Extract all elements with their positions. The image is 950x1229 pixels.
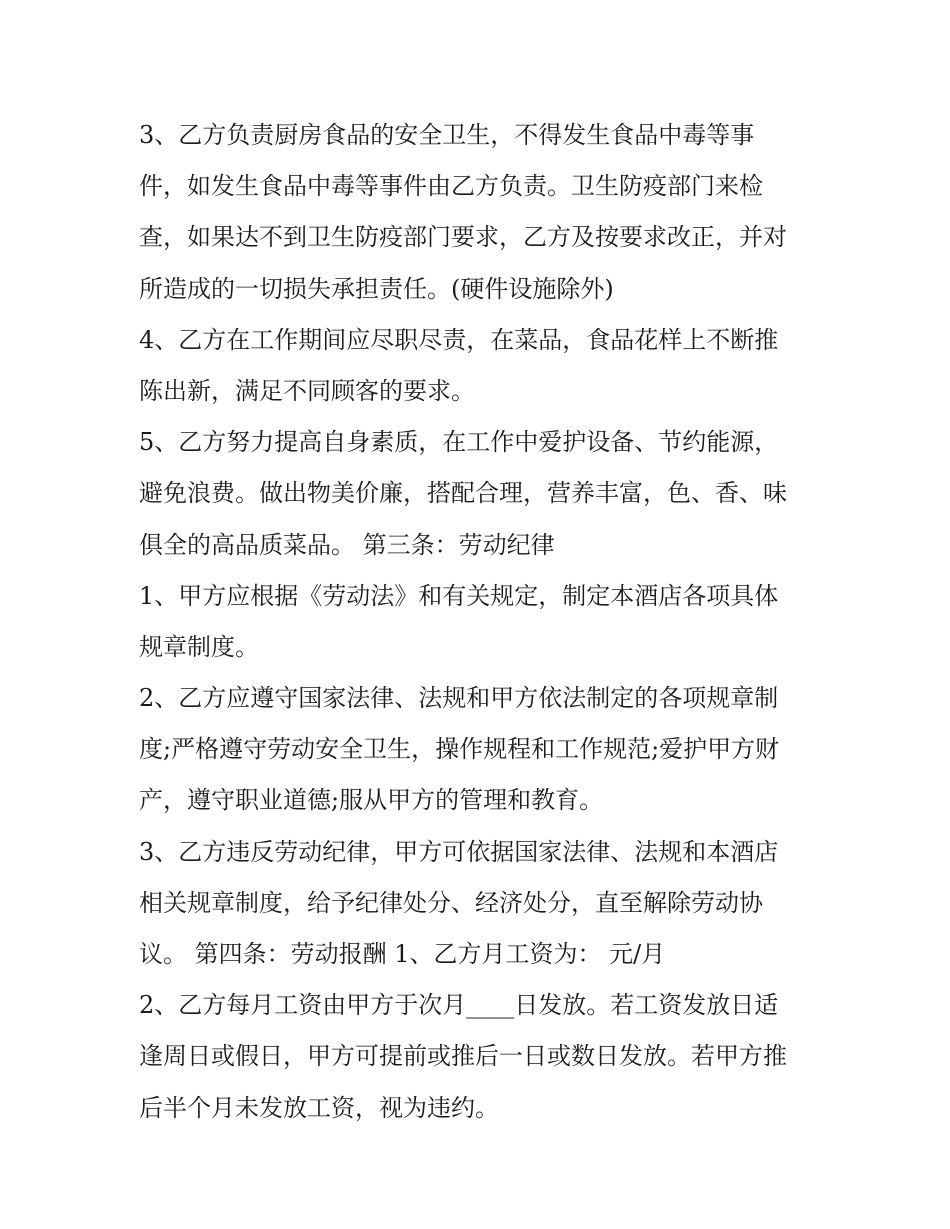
text-line: 俱全的高品质菜品。 第三条：劳动纪律	[139, 530, 555, 559]
text-line: 陈出新，满足不同顾客的要求。	[139, 376, 475, 405]
text-line: 5、乙方努力提高自身素质，在工作中爱护设备、节约能源，	[139, 428, 779, 457]
text-line: 4、乙方在工作期间应尽职尽责，在菜品，食品花样上不断推	[139, 325, 779, 354]
text-line: 相关规章制度，给予纪律处分、经济处分，直至解除劳动协	[139, 888, 763, 917]
text-line: 3、乙方违反劳动纪律，甲方可依据国家法律、法规和本酒店	[139, 837, 779, 866]
text-line: 1、甲方应根据《劳动法》和有关规定，制定本酒店各项具体	[139, 581, 779, 610]
text-line: 逢周日或假日，甲方可提前或推后一日或数日发放。若甲方推	[139, 1042, 787, 1071]
text-line: 度;严格遵守劳动安全卫生，操作规程和工作规范;爱护甲方财	[139, 735, 780, 764]
text-line: 件，如发生食品中毒等事件由乙方负责。卫生防疫部门来检	[139, 172, 763, 201]
text-line: 2、乙方应遵守国家法律、法规和甲方依法制定的各项规章制	[139, 684, 779, 713]
text-line: 所造成的一切损失承担责任。(硬件设施除外)	[139, 274, 614, 303]
text-line: 产，遵守职业道德;服从甲方的管理和教育。	[139, 786, 604, 815]
document-body	[139, 110, 819, 1134]
text-line: 2、乙方每月工资由甲方于次月____日发放。若工资发放日适	[139, 991, 779, 1020]
text-line: 3、乙方负责厨房食品的安全卫生，不得发生食品中毒等事	[139, 121, 755, 149]
text-line: 查，如果达不到卫生防疫部门要求，乙方及按要求改正，并对	[139, 223, 787, 252]
text-line: 避免浪费。做出物美价廉，搭配合理，营养丰富，色、香、味	[139, 479, 787, 508]
text-line: 后半个月未发放工资，视为违约。	[139, 1093, 499, 1122]
text-line: 规章制度。	[139, 632, 259, 661]
text-line: 议。 第四条：劳动报酬 1、乙方月工资为： 元/月	[139, 940, 666, 968]
